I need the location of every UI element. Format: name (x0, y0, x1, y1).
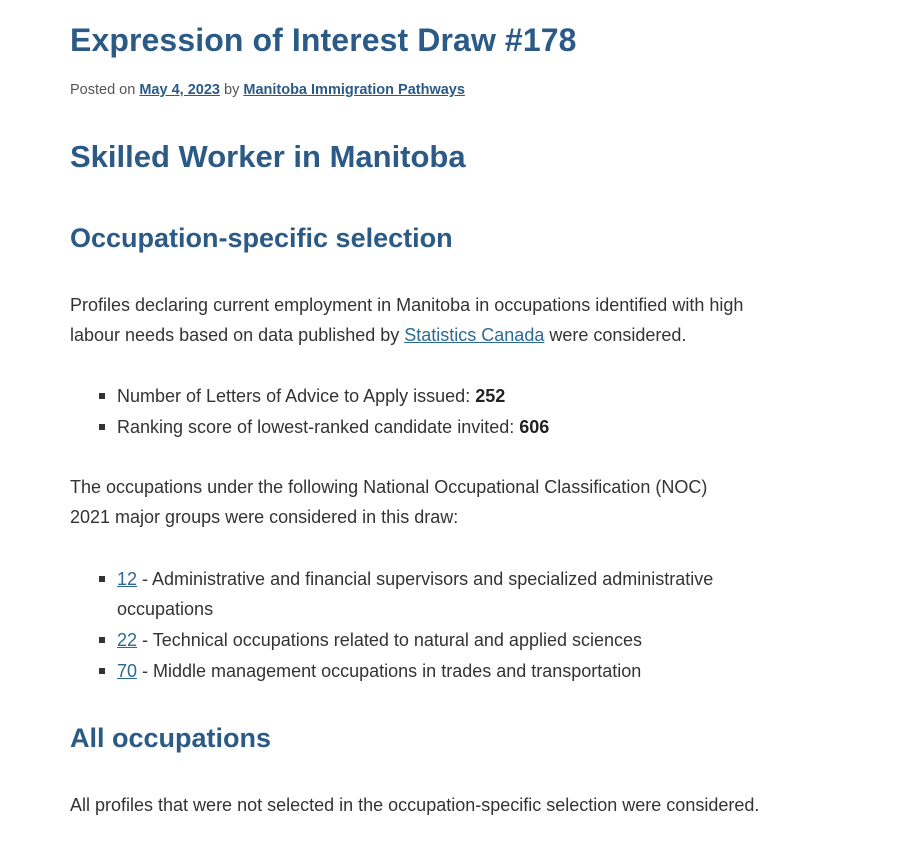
list-item (70, 412, 770, 442)
intro-text-after: were considered. (544, 325, 687, 345)
list-item (70, 656, 760, 686)
post-title: Expression of Interest Draw #178 (70, 22, 577, 58)
by-label: by (224, 82, 240, 98)
bullet-square-icon (99, 668, 105, 674)
noc-description: - Technical occupations related to natural and applied sciences (137, 630, 643, 650)
all-occupations-text: All profiles that were not selected in the occupation-specific selection were considered. (70, 795, 760, 815)
stat-value: 252 (475, 386, 506, 406)
noc-code-link[interactable]: 22 (117, 630, 138, 650)
stat-label: Ranking score of lowest-ranked candidate invited: (117, 417, 520, 437)
post-meta (70, 82, 465, 98)
noc-description: - Middle management occupations in trades and transportation (137, 661, 642, 681)
post-date-link[interactable]: May 4, 2023 (139, 82, 220, 98)
list-item (70, 564, 760, 624)
stat-label: Number of Letters of Advice to Apply issued: (117, 386, 476, 406)
occupation-specific-heading: Occupation-specific selection (70, 223, 453, 253)
occupation-specific-intro (70, 290, 785, 350)
bullet-square-icon (99, 393, 105, 399)
statistics-canada-link[interactable]: Statistics Canada (404, 325, 545, 345)
bullet-square-icon (99, 424, 105, 430)
draw-stats-list (70, 381, 770, 443)
bullet-square-icon (99, 576, 105, 582)
noc-groups-list (70, 564, 760, 687)
noc-code-link[interactable]: 70 (117, 661, 138, 681)
noc-description: - Administrative and financial supervisors and specialized administrative occupations (117, 569, 714, 619)
noc-intro: The occupations under the following National Occupational Classification (NOC) 2021 major groups were considered in this draw: (70, 477, 708, 527)
intro-text-before: Profiles declaring current employment in Manitoba in occupations identified with high labour needs based on data published by (70, 295, 744, 345)
stat-value: 606 (519, 417, 550, 437)
all-occupations-heading: All occupations (70, 723, 272, 753)
list-item (70, 381, 770, 411)
posted-on-label: Posted on (70, 82, 136, 98)
noc-code-link[interactable]: 12 (117, 569, 138, 589)
bullet-square-icon (99, 637, 105, 643)
author-link[interactable]: Manitoba Immigration Pathways (243, 82, 465, 98)
list-item (70, 625, 760, 655)
skilled-worker-heading: Skilled Worker in Manitoba (70, 139, 466, 174)
